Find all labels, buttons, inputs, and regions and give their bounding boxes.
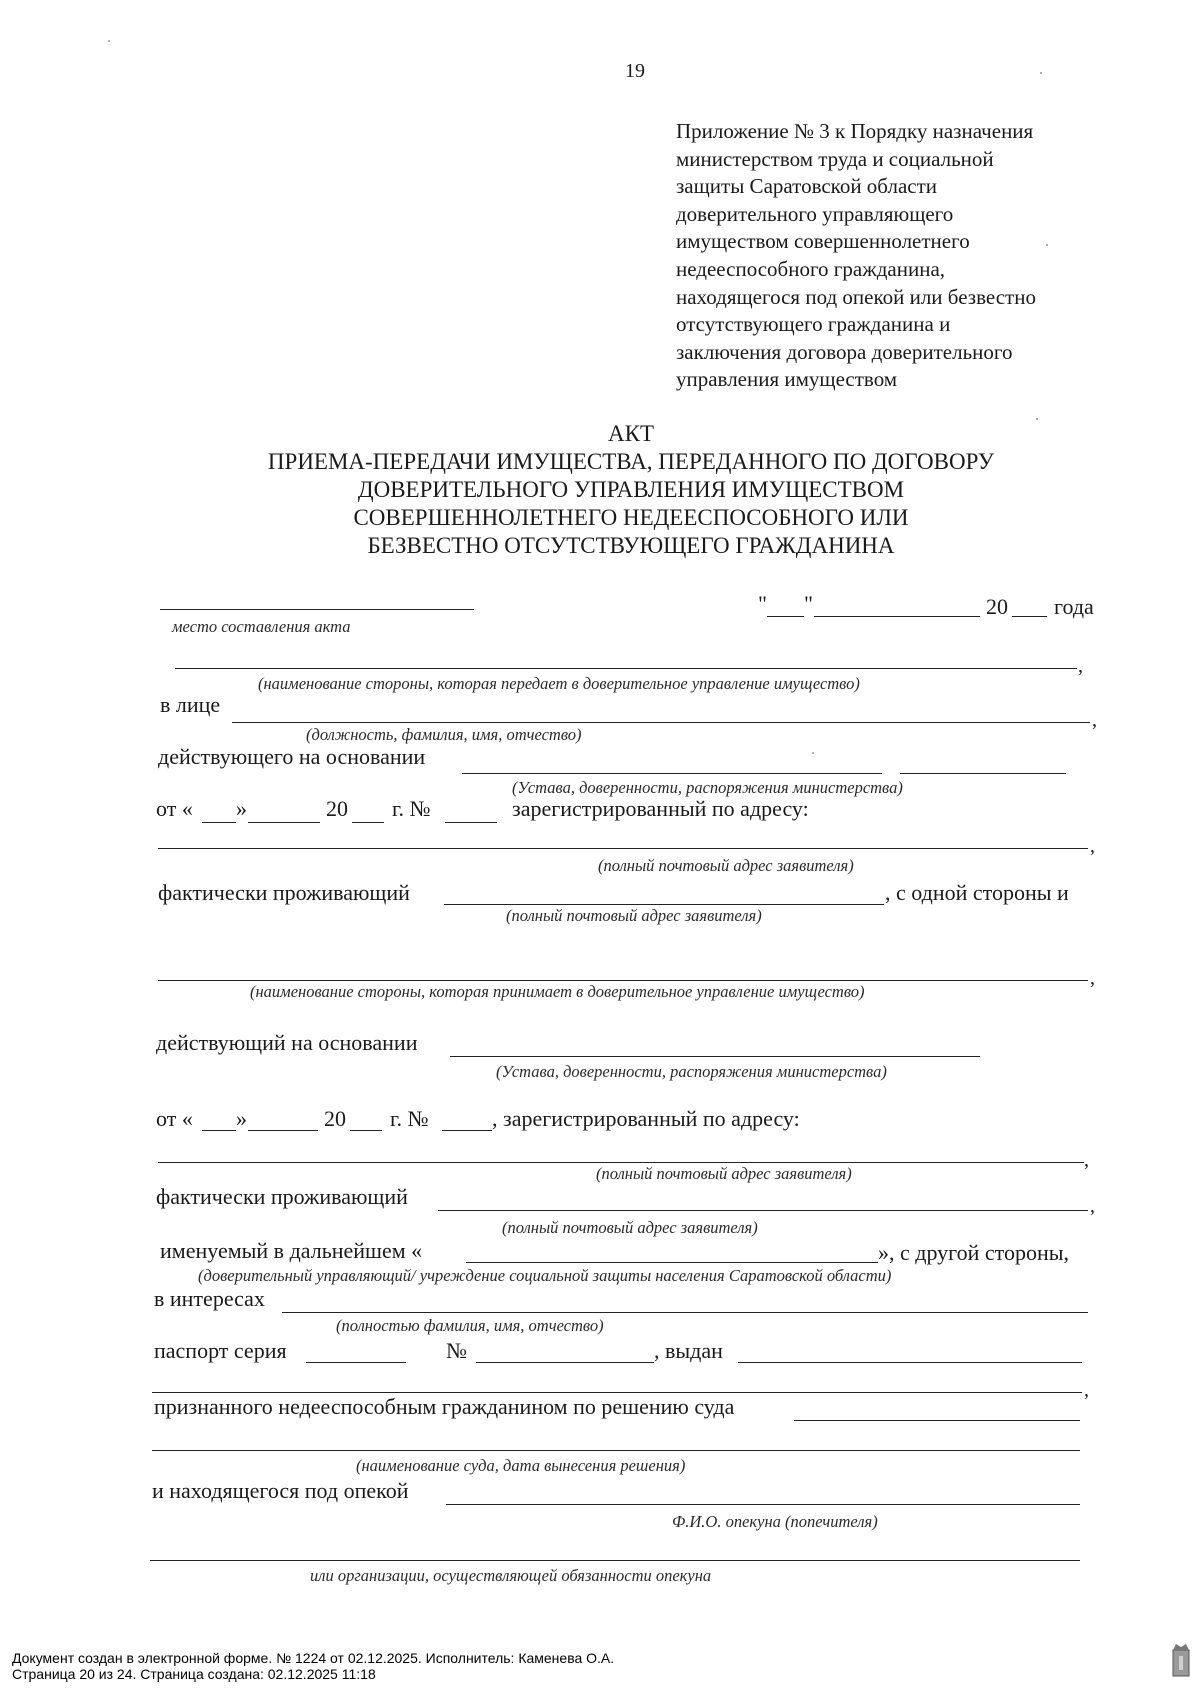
fio-caption: (полностью фамилия, имя, отчество)	[336, 1316, 604, 1335]
in-person-label: в лице	[160, 692, 221, 717]
trustee-caption: (доверительный управляющий/ учреждение социальной защиты населения Саратовской области)	[198, 1266, 892, 1285]
organization-caption: или организации, осуществляющей обязанности опекуна	[310, 1566, 712, 1585]
guardian-name-field-line[interactable]	[446, 1504, 1080, 1505]
date-year-suffix: года	[1054, 594, 1094, 619]
comma: ,	[1090, 835, 1095, 857]
date-quote-open: "	[758, 591, 767, 616]
document-title-line: ДОВЕРИТЕЛЬНОГО УПРАВЛЕНИЯ ИМУЩЕСТВОМ	[357, 477, 905, 502]
acting-basis-label: действующего на основании	[158, 744, 426, 769]
scan-speck	[1036, 418, 1038, 420]
appendix-line: защиты Саратовской области	[676, 174, 938, 199]
guardian-caption: Ф.И.О. опекуна (попечителя)	[672, 1512, 878, 1531]
from-label: от «	[156, 796, 193, 821]
interests-label: в интересах	[154, 1286, 265, 1311]
hereinafter-label: именуемый в дальнейшем «	[160, 1238, 423, 1263]
appendix-line: доверительного управляющего	[676, 201, 954, 226]
ward-name-field-line[interactable]	[282, 1312, 1088, 1313]
footer-line-2: Страница 20 из 24. Страница создана: 02.12.2025 11:18	[12, 1666, 376, 1682]
from-day-field-line[interactable]	[202, 1130, 236, 1131]
number-field-line[interactable]	[445, 822, 497, 823]
appendix-line: Приложение № 3 к Порядку назначения	[676, 119, 1034, 143]
scan-speck	[1040, 72, 1042, 74]
from-year-field-line[interactable]	[350, 1130, 382, 1131]
transferring-party-caption: (наименование стороны, которая передает в доверительное управление имущество)	[258, 674, 860, 693]
from-year-label: 20	[324, 1106, 346, 1131]
appendix-line: недееспособного гражданина,	[676, 256, 946, 281]
appendix-line: управления имуществом	[676, 367, 898, 392]
comma: ,	[1090, 967, 1095, 989]
address-caption: (полный почтовый адрес заявителя)	[596, 1164, 852, 1183]
address-caption: (полный почтовый адрес заявителя)	[502, 1218, 758, 1237]
organization-field-line[interactable]	[150, 1560, 1080, 1561]
registered-label: зарегистрированный по адресу:	[512, 796, 809, 821]
from-month-field-line[interactable]	[248, 1130, 318, 1131]
address-caption: (полный почтовый адрес заявителя)	[506, 906, 762, 925]
appendix-line: имуществом совершеннолетнего	[676, 229, 970, 254]
page-number: 19	[625, 60, 645, 82]
passport-series-field-line[interactable]	[306, 1362, 406, 1363]
representative-field-line[interactable]	[232, 722, 1090, 723]
court-caption: (наименование суда, дата вынесения решения)	[356, 1456, 686, 1475]
address-caption: (полный почтовый адрес заявителя)	[598, 856, 854, 875]
scan-speck	[812, 752, 814, 754]
coat-of-arms-icon	[1170, 1642, 1192, 1678]
comma: ,	[1078, 655, 1083, 677]
basis-field-line[interactable]	[450, 1056, 980, 1057]
position-caption: (должность, фамилия, имя, отчество)	[306, 725, 582, 744]
number-label: г. №	[390, 1106, 429, 1131]
number-field-line[interactable]	[442, 1130, 492, 1131]
registered-label: , зарегистрированный по адресу:	[492, 1106, 800, 1131]
trustee-name-field-line[interactable]	[466, 1262, 878, 1263]
place-caption: место составления акта	[172, 617, 351, 636]
court-decision-field-line[interactable]	[794, 1420, 1080, 1421]
date-month-field-line[interactable]	[814, 616, 980, 617]
transferring-party-field-line[interactable]	[175, 668, 1077, 669]
incapable-label: признанного недееспособным гражданином по решению суда	[154, 1394, 735, 1419]
passport-series-label: паспорт серия	[154, 1338, 287, 1363]
basis-field-line-extra[interactable]	[900, 773, 1066, 774]
appendix-header	[676, 118, 1116, 394]
date-day-field-line[interactable]	[767, 616, 804, 617]
receiving-party-caption: (наименование стороны, которая принимает в доверительное управление имущество)	[250, 982, 865, 1001]
from-close: »	[236, 1106, 247, 1131]
from-day-field-line[interactable]	[202, 822, 236, 823]
footer-line-1: Документ создан в электронной форме. № 1224 от 02.12.2025. Исполнитель: Каменева О.А.	[12, 1650, 615, 1666]
actually-living-label: фактически проживающий	[158, 880, 410, 905]
actually-living-label: фактически проживающий	[156, 1184, 408, 1209]
comma: ,	[1090, 1195, 1095, 1217]
issued-by-field-line[interactable]	[738, 1362, 1082, 1363]
date-quote-close: "	[804, 591, 813, 616]
other-side-label: », с другой стороны,	[878, 1240, 1070, 1265]
issued-label: , выдан	[654, 1338, 723, 1363]
acting-basis-label: действующий на основании	[156, 1030, 418, 1055]
registered-address-field-line[interactable]	[158, 848, 1088, 849]
one-side-label: , с одной стороны и	[885, 880, 1069, 905]
document-title-line: СОВЕРШЕННОЛЕТНЕГО НЕДЕЕСПОСОБНОГО ИЛИ	[353, 505, 909, 530]
appendix-line: находящегося под опекой или безвестно	[676, 284, 1036, 309]
scan-speck	[1046, 244, 1048, 246]
date-year-prefix: 20	[986, 594, 1008, 619]
number-label: г. №	[392, 796, 431, 821]
basis-caption: (Устава, доверенности, распоряжения министерства)	[496, 1062, 887, 1081]
actual-address-field-line[interactable]	[438, 1210, 1088, 1211]
document-title-line: ПРИЕМА-ПЕРЕДАЧИ ИМУЩЕСТВА, ПЕРЕДАННОГО ПО ДОГОВОРУ	[267, 449, 995, 474]
comma: ,	[1092, 709, 1097, 731]
from-close: »	[236, 796, 247, 821]
issued-by-continuation-line[interactable]	[152, 1392, 1082, 1393]
document-title: АКТ	[608, 421, 654, 446]
from-label: от «	[156, 1106, 193, 1131]
document-title-line: БЕЗВЕСТНО ОТСУТСТВУЮЩЕГО ГРАЖДАНИНА	[367, 533, 895, 558]
appendix-line: отсутствующего гражданина и	[676, 312, 951, 337]
appendix-line: министерством труда и социальной	[676, 146, 994, 171]
basis-field-line[interactable]	[462, 773, 882, 774]
from-year-label: 20	[326, 796, 348, 821]
comma: ,	[1084, 1149, 1089, 1171]
guardianship-label: и находящегося под опекой	[152, 1478, 409, 1503]
place-field-line[interactable]	[160, 609, 474, 610]
passport-number-field-line[interactable]	[476, 1362, 654, 1363]
court-decision-continuation-line[interactable]	[152, 1450, 1080, 1451]
appendix-line: заключения договора доверительного	[676, 339, 1013, 364]
scan-speck	[108, 40, 110, 42]
date-year-field-line[interactable]	[1012, 616, 1047, 617]
actual-address-field-line[interactable]	[444, 904, 884, 905]
registered-address-field-line[interactable]	[158, 1162, 1084, 1163]
basis-caption: (Устава, доверенности, распоряжения министерства)	[512, 778, 903, 797]
from-year-field-line[interactable]	[352, 822, 384, 823]
receiving-party-field-line[interactable]	[158, 980, 1088, 981]
passport-number-label: №	[446, 1338, 467, 1363]
comma: ,	[1084, 1379, 1089, 1401]
from-month-field-line[interactable]	[248, 822, 320, 823]
